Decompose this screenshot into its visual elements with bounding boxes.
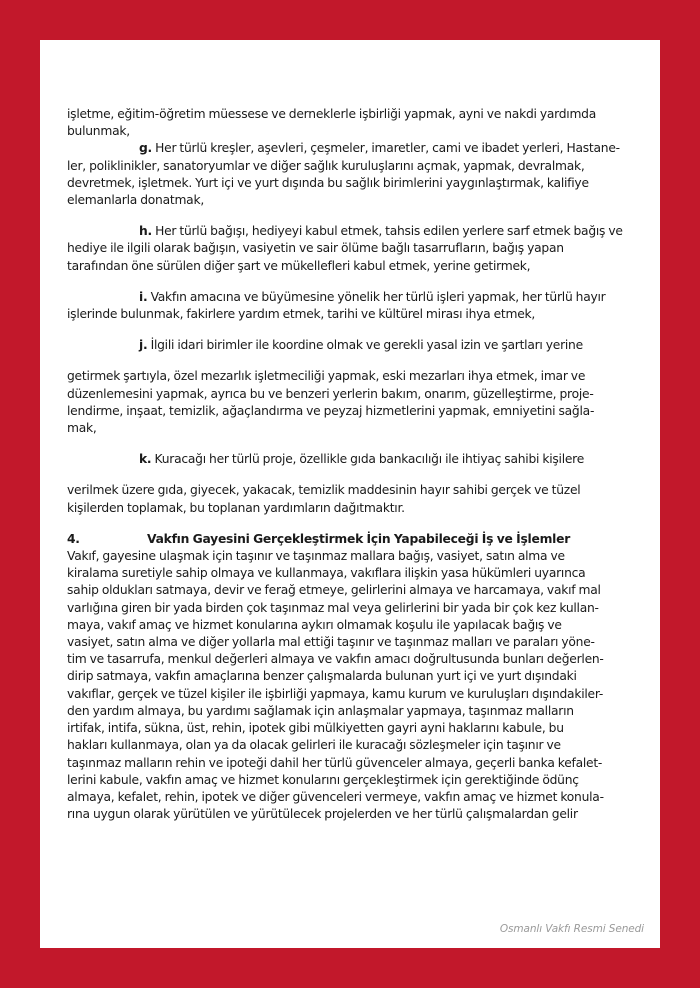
item-g-line	[67, 140, 633, 157]
text-line: tarafından öne sürülen diğer şart ve mükellefleri kabul etmek, yerine getirmek,	[67, 258, 531, 273]
text-line: Her türlü bağışı, hediyeyi kabul etmek, tahsis edilen yerlere sarf etmek bağış ve	[155, 224, 623, 239]
section-heading	[67, 531, 633, 548]
text-line: ler, poliklinikler, sanatoryumlar ve diğer sağlık kuruluşlarını açmak, yapmak, devralmak,	[67, 158, 585, 173]
item-j-line	[67, 337, 633, 354]
text-line: Kuracağı her türlü proje, özellikle gıda bankacılığı ile ihtiyaç sahibi kişilere	[154, 452, 585, 467]
text-line: taşınmaz malların rehin ve ipoteği dahil her türlü güvenceler almaya, geçerli banka kefalet-	[67, 755, 603, 770]
item-h-line	[67, 223, 633, 240]
document-body	[67, 106, 633, 823]
item-i-label: i.	[139, 289, 148, 304]
text-line: devretmek, işletmek. Yurt içi ve yurt dışında bu sağlık birimlerini yaygınlaştırmak, kalifiye	[67, 175, 589, 190]
text-line: İlgili idari birimler ile koordine olmak ve gerekli yasal izin ve şartları yerine	[150, 338, 583, 353]
text-line: sahip oldukları satmaya, devir ve ferağ etmeye, gelirlerini almaya ve harcamaya, vakıf mal	[67, 583, 601, 598]
spacer	[67, 468, 633, 482]
item-h-label: h.	[139, 224, 152, 239]
text-line: varlığına giren bir yada birden çok taşınmaz mal veya gelirlerini bir yada bir çok kez kullan-	[67, 600, 599, 615]
text-line: dirip satmaya, vakfın amaçlarına benzer çalışmalarda bulunan yurt içi ve yurt dışındaki	[67, 669, 577, 684]
spacer	[67, 437, 633, 451]
text-line: hakları kullanmaya, olan ya da olacak gelirleri ile kuracağı sözleşmeler için taşınır ve	[67, 738, 561, 753]
item-g-label: g.	[139, 141, 152, 156]
text-line: rına uygun olarak yürütülen ve yürütülecek projelerden ve her türlü çalışmalardan gelir	[67, 807, 578, 822]
item-j-label: j.	[139, 338, 148, 353]
document-page	[40, 40, 660, 948]
text-line: işlerinde bulunmak, fakirlere yardım etmek, tarihi ve kültürel mirası ihya etmek,	[67, 307, 536, 322]
text-line: mak,	[67, 421, 97, 436]
spacer	[67, 275, 633, 289]
text-line: Vakıf, gayesine ulaşmak için taşınır ve taşınmaz mallara bağış, vasiyet, satın alma ve	[67, 549, 565, 564]
text-line: kiralama suretiyle sahip olmaya ve kullanmaya, vakıflara ilişkin yasa hükümleri uyarınca	[67, 566, 586, 581]
text-line: düzenlemesini yapmak, ayrıca bu ve benzeri yerlerin bakım, onarım, güzelleştirme, proje-	[67, 386, 594, 401]
text-line: verilmek üzere gıda, giyecek, yakacak, temizlik maddesinin hayır sahibi gerçek ve tüzel	[67, 483, 581, 498]
text-line: getirmek şartıyla, özel mezarlık işletmeciliği yapmak, eski mezarları ihya etmek, imar ve	[67, 369, 586, 384]
text-line: tim ve tasarrufa, menkul değerleri almaya ve vakfın amacı doğrultusunda bunları değerlen-	[67, 652, 604, 667]
item-k-label: k.	[139, 452, 152, 467]
spacer	[67, 354, 633, 368]
item-k-line	[67, 451, 633, 468]
text-line: Vakfın amacına ve büyümesine yönelik her türlü işleri yapmak, her türlü hayır	[150, 289, 606, 304]
text-line: kişilerden toplamak, bu toplanan yardımların dağıtmaktır.	[67, 500, 405, 515]
text-line: bulunmak,	[67, 124, 130, 139]
text-line: vasiyet, satın alma ve diğer yollarla mal ettiği taşınır ve taşınmaz malları ve paraları yöne-	[67, 635, 595, 650]
section-title: Vakfın Gayesini Gerçekleştirmek İçin Yapabileceği İş ve İşlemler	[147, 531, 571, 546]
section-number: 4.	[67, 531, 80, 546]
text-line: lendirme, inşaat, temizlik, ağaçlandırma ve peyzaj hizmetlerini yapmak, emniyetini sağla-	[67, 403, 595, 418]
item-i-line	[67, 289, 633, 306]
text-line: hediye ile ilgili olarak bağışın, vasiyetin ve sair ölüme bağlı tasarrufların, bağış yapan	[67, 241, 564, 256]
text-line: lerini kabule, vakfın amaç ve hizmet konularını gerçekleştirmek için gerektiğinde ödünç	[67, 772, 579, 787]
text-line: işletme, eğitim-öğretim müessese ve derneklerle işbirliği yapmak, ayni ve nakdi yardımda	[67, 107, 597, 121]
text-line: Her türlü kreşler, aşevleri, çeşmeler, imaretler, cami ve ibadet yerleri, Hastane-	[155, 141, 620, 156]
spacer	[67, 517, 633, 531]
text-line: almaya, kefalet, rehin, ipotek ve diğer güvenceleri vermeye, vakfın amaç ve hizmet konula-	[67, 789, 604, 804]
spacer	[67, 323, 633, 337]
text-line: irtifak, intifa, sükna, üst, rehin, ipotek gibi mülkiyetten gayri ayni haklarını kabule, bu	[67, 721, 564, 736]
text-line: den yardım almaya, bu yardımı sağlamak için anlaşmalar yapmaya, taşınmaz malların	[67, 703, 574, 718]
spacer	[67, 209, 633, 223]
text-line: vakıflar, gerçek ve tüzel kişiler ile işbirliği yapmaya, kamu kurum ve kuruluşları dışındakiler-	[67, 686, 604, 701]
text-line: elemanlarla donatmak,	[67, 193, 204, 208]
footer-caption: Osmanlı Vakfı Resmi Senedi	[499, 923, 644, 935]
text-line: maya, vakıf amaç ve hizmet konularına aykırı olmamak koşulu ile yapılacak bağış ve	[67, 617, 562, 632]
